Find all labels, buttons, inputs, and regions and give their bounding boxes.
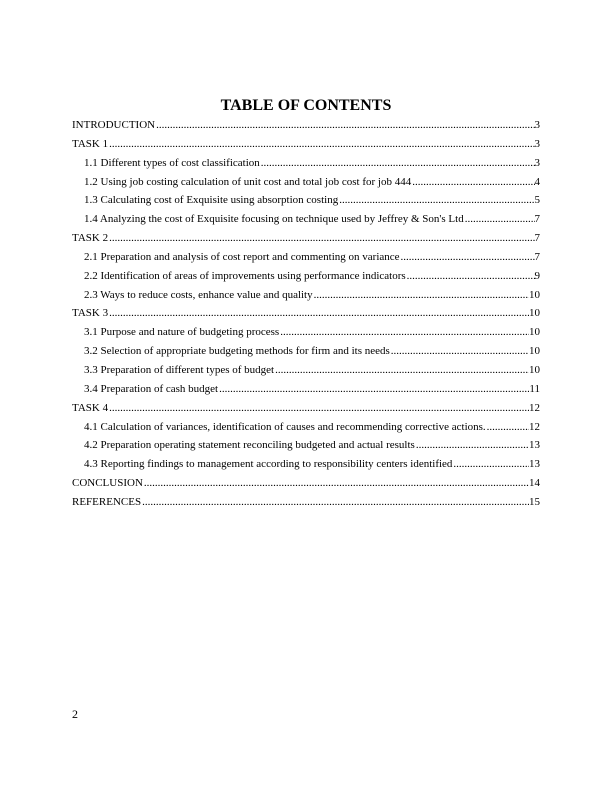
toc-entry-page: 7 [534,232,540,245]
toc-entry[interactable] [72,494,540,513]
table-of-contents [72,117,540,513]
dot-leader [280,324,529,340]
dot-leader [109,400,529,416]
toc-entry-page: 13 [529,458,540,471]
dot-leader [144,475,529,491]
toc-entry-text: 2.3 Ways to reduce costs, enhance value and quality [84,288,313,301]
toc-entry-text: TASK 1 [72,137,109,150]
toc-entry-page: 5 [534,194,540,207]
toc-entry-text: TASK 3 [72,307,109,320]
toc-entry-text: 4.3 Reporting findings to management according to responsibility centers identified [84,458,453,471]
toc-entry[interactable] [72,268,540,287]
dot-leader [339,192,534,208]
toc-entry[interactable] [72,136,540,155]
dot-leader [109,230,534,246]
toc-entry[interactable] [72,400,540,419]
dot-leader [465,211,535,227]
toc-entry-text: 1.3 Calculating cost of Exquisite using absorption costing [84,194,339,207]
toc-entry-page: 10 [529,307,540,320]
toc-entry-text: INTRODUCTION [72,119,156,131]
toc-entry-text: 4.1 Calculation of variances, identification of causes and recommending corrective actions. [84,420,486,433]
toc-entry-page: 12 [529,420,540,433]
toc-entry-text: 1.4 Analyzing the cost of Exquisite focusing on technique used by Jeffrey & Son's Ltd [84,213,464,226]
toc-entry-page: 9 [534,269,540,282]
toc-entry-text: REFERENCES [72,495,142,508]
toc-entry-page: 3 [534,119,540,131]
toc-entry[interactable] [72,174,540,193]
toc-entry-text: 3.2 Selection of appropriate budgeting methods for firm and its needs [84,345,390,358]
toc-entry-page: 10 [529,345,540,358]
dot-leader [314,287,529,303]
toc-entry-text: TASK 2 [72,232,109,245]
toc-entry-text: 2.2 Identification of areas of improvements using performance indicators [84,269,406,282]
toc-entry[interactable] [72,155,540,174]
dot-leader [142,494,529,510]
toc-entry-page: 15 [529,495,540,508]
dot-leader [407,268,535,284]
toc-entry[interactable] [72,456,540,475]
toc-entry-text: 2.1 Preparation and analysis of cost report and commenting on variance [84,250,400,263]
toc-entry-page: 10 [529,363,540,376]
toc-entry-page: 10 [529,326,540,339]
dot-leader [416,437,529,453]
toc-entry[interactable] [72,192,540,211]
dot-leader [261,155,535,171]
dot-leader [109,305,529,321]
toc-entry-page: 7 [534,250,540,263]
toc-title: TABLE OF CONTENTS [220,97,392,114]
toc-entry-text: 3.3 Preparation of different types of budget [84,363,275,376]
toc-entry[interactable] [72,437,540,456]
toc-entry[interactable] [72,287,540,306]
dot-leader [275,362,529,378]
toc-entry[interactable] [72,230,540,249]
page-number: 2 [72,707,78,721]
dot-leader [156,117,534,133]
dot-leader [401,249,535,265]
toc-entry[interactable] [72,381,540,400]
toc-entry[interactable] [72,475,540,494]
dot-leader [412,174,534,190]
toc-entry-page: 12 [529,401,540,414]
toc-entry-text: 4.2 Preparation operating statement reconciling budgeted and actual results [84,439,415,452]
toc-entry[interactable] [72,249,540,268]
toc-entry-text: TASK 4 [72,401,109,414]
dot-leader [219,381,529,397]
toc-entry[interactable] [72,305,540,324]
toc-entry-page: 4 [534,175,540,188]
dot-leader [109,136,534,152]
toc-entry-text: 1.2 Using job costing calculation of unit cost and total job cost for job 444 [84,175,412,188]
toc-entry-page: 3 [534,156,540,169]
toc-entry[interactable] [72,324,540,343]
toc-entry-page: 14 [529,477,540,490]
toc-entry-text: 3.1 Purpose and nature of budgeting process [84,326,280,339]
toc-entry-page: 10 [529,288,540,301]
toc-entry[interactable] [72,419,540,438]
toc-entry-page: 3 [534,137,540,150]
toc-entry-page: 13 [529,439,540,452]
dot-leader [487,419,529,435]
toc-entry-page: 7 [534,213,540,226]
toc-entry-text: 3.4 Preparation of cash budget [84,382,219,395]
dot-leader [453,456,529,472]
toc-entry[interactable] [72,343,540,362]
toc-entry-page: 11 [529,382,540,395]
toc-entry-text: 1.1 Different types of cost classification [84,156,260,169]
toc-entry[interactable] [72,211,540,230]
dot-leader [391,343,529,359]
toc-entry[interactable] [72,117,540,136]
toc-entry[interactable] [72,362,540,381]
toc-entry-text: CONCLUSION [72,477,143,490]
